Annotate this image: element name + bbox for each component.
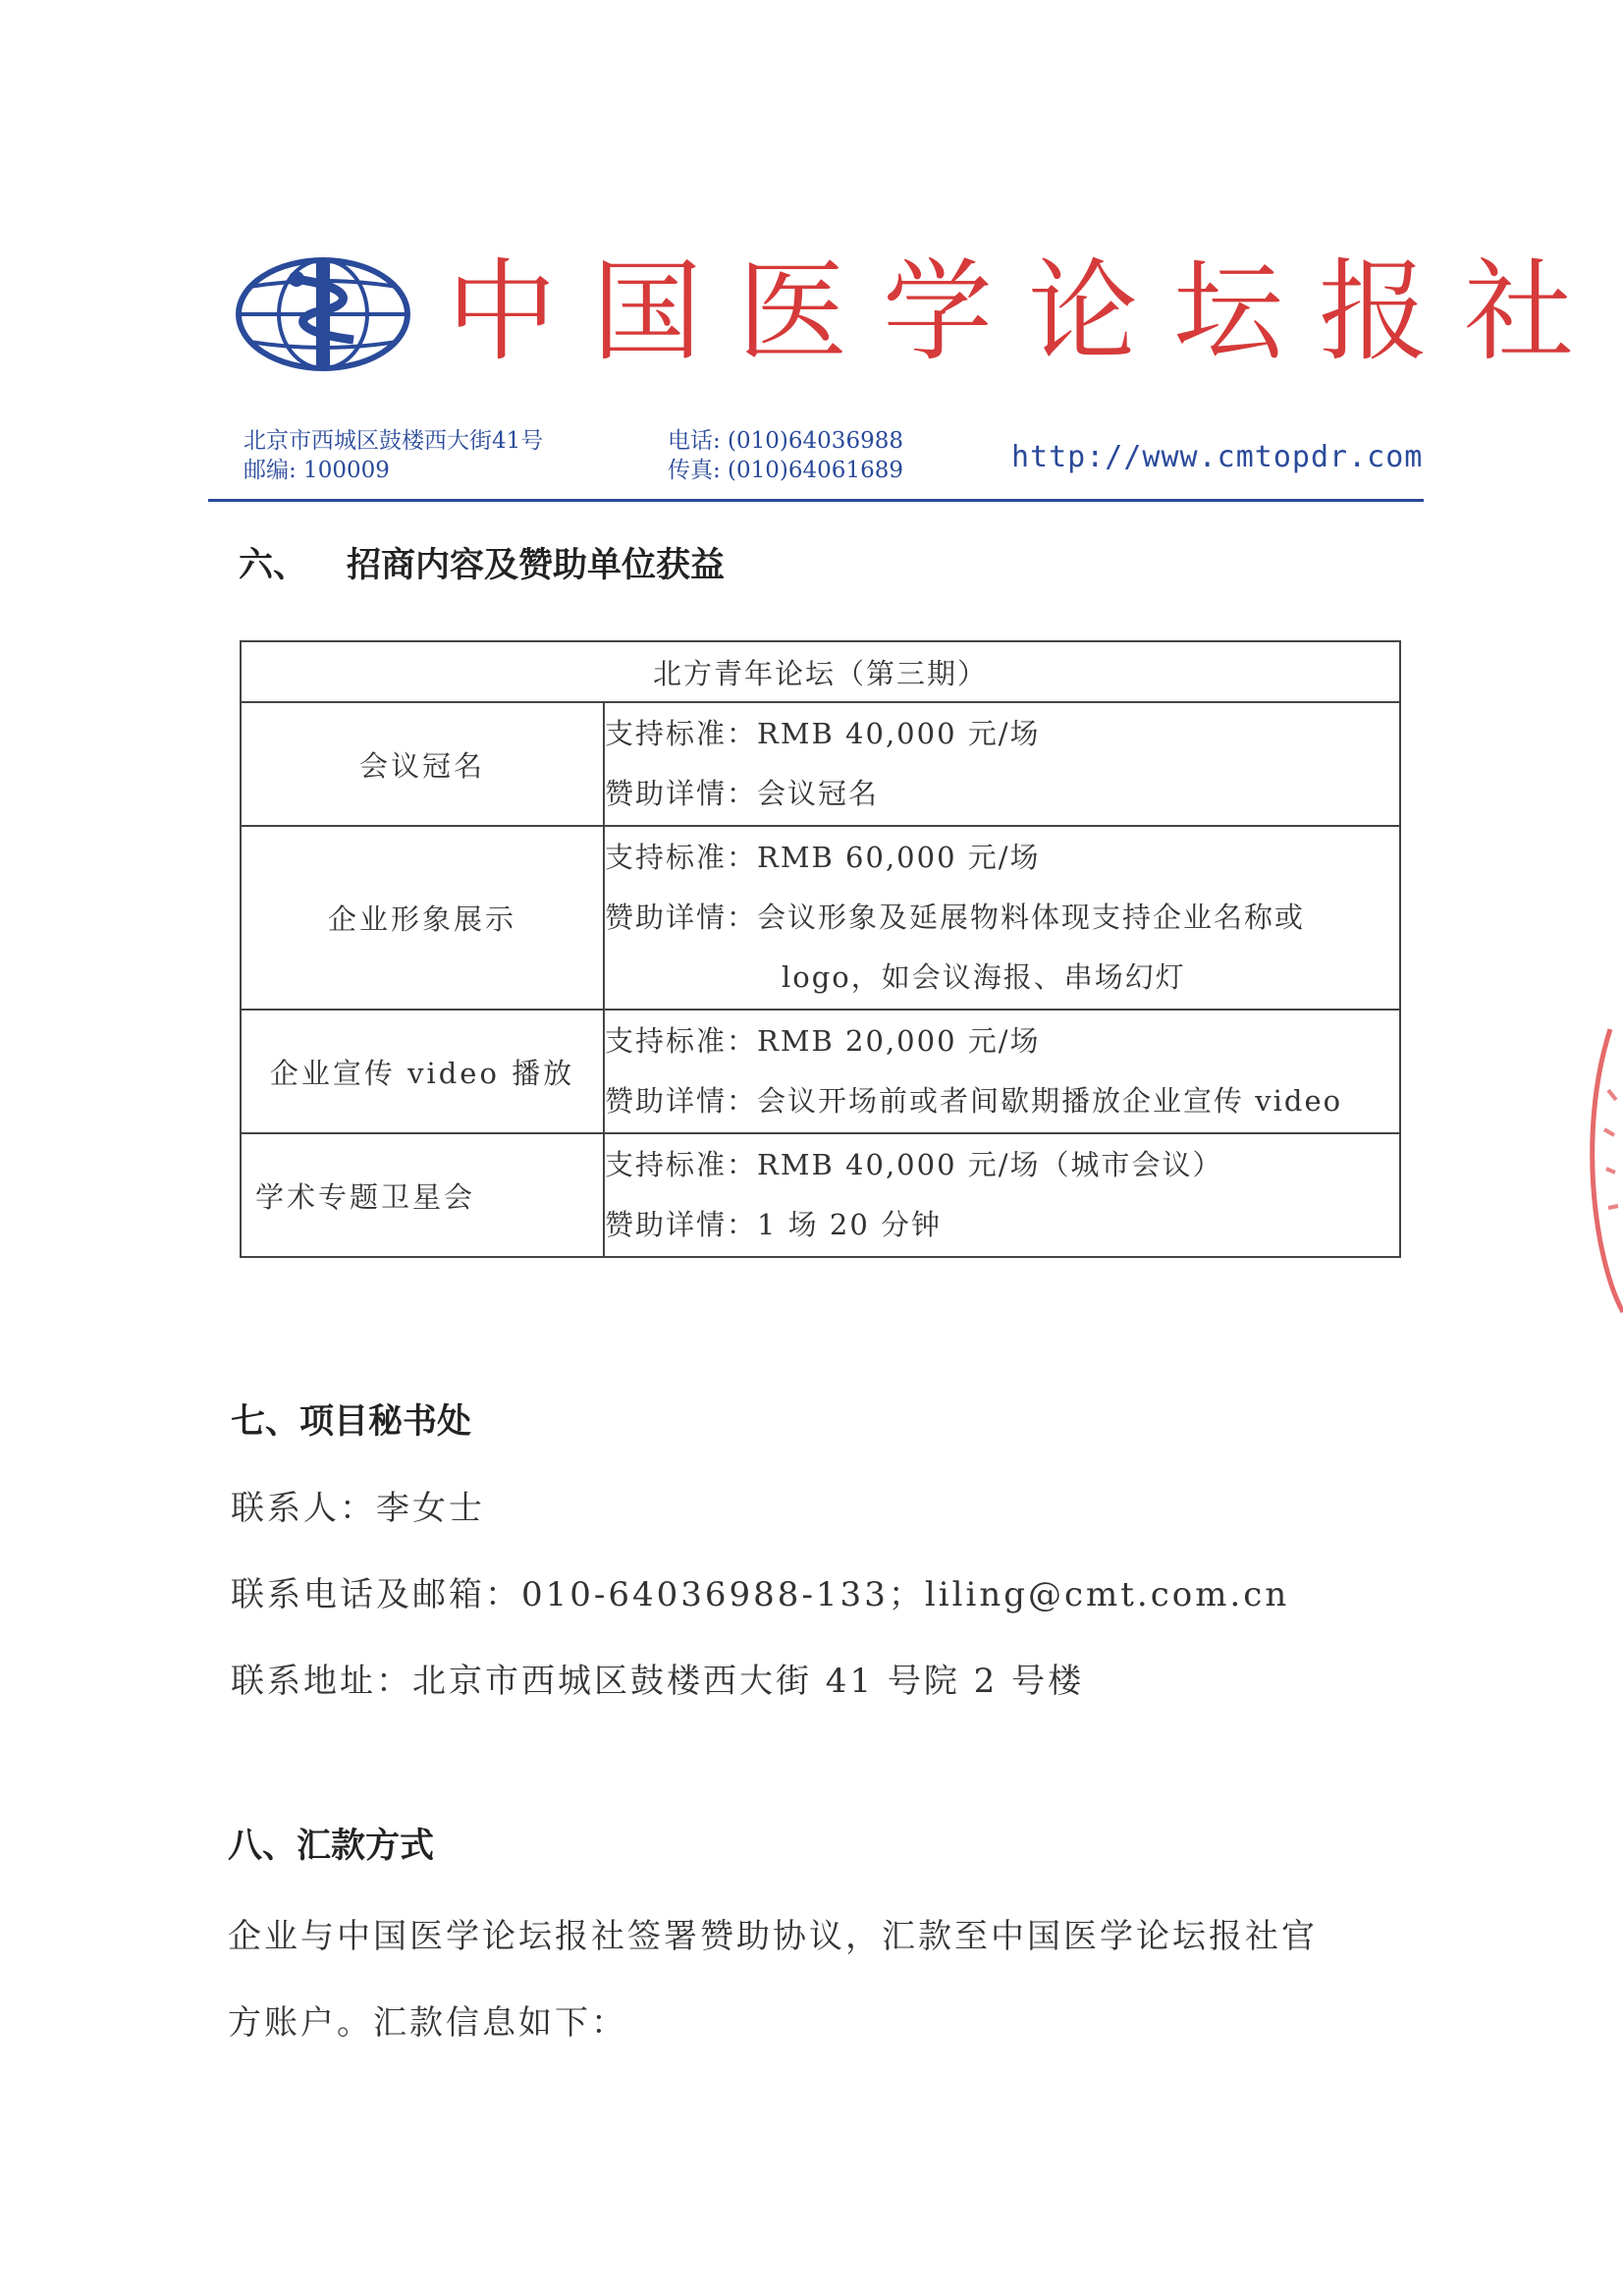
row-details: [604, 826, 1400, 1010]
seal-stamp-icon: [1571, 1021, 1623, 1316]
row-details: [604, 1010, 1400, 1133]
org-name: 中国医学论坛报社: [447, 248, 1609, 376]
row-name: 企业形象展示: [241, 826, 604, 1010]
letterhead-divider: [208, 499, 1424, 502]
sponsorship-table: [240, 640, 1401, 1258]
letterhead-postcode: 邮编: 100009: [243, 458, 390, 483]
section-7-heading: 七、项目秘书处: [231, 1402, 472, 1442]
sponsor-detail: 赞助详情：会议冠名: [605, 777, 880, 810]
table-row: [241, 702, 1400, 826]
globe-logo-icon: [236, 257, 410, 371]
row-name: 企业宣传 video 播放: [241, 1010, 604, 1133]
support-standard: 支持标准：RMB 60,000 元/场: [605, 841, 1041, 874]
sponsor-detail: 赞助详情：1 场 20 分钟: [605, 1208, 943, 1241]
letterhead-website: http://www.cmtopdr.com: [1011, 440, 1424, 474]
row-name: 学术专题卫星会: [241, 1133, 604, 1257]
support-standard: 支持标准：RMB 40,000 元/场（城市会议）: [605, 1148, 1223, 1181]
table-row: [241, 1133, 1400, 1257]
contact-phone-email: 联系电话及邮箱：010-64036988-133；liling@cmt.com.cn: [231, 1575, 1290, 1614]
remittance-text-line-1: 企业与中国医学论坛报社签署赞助协议，汇款至中国医学论坛报社官: [228, 1917, 1318, 1956]
row-details: [604, 702, 1400, 826]
row-name: 会议冠名: [241, 702, 604, 826]
section-6-title: 招商内容及赞助单位获益: [347, 546, 726, 585]
sponsor-detail: 赞助详情：会议开场前或者间歇期播放企业宣传 video: [605, 1084, 1343, 1118]
contact-person: 联系人：李女士: [231, 1489, 485, 1528]
sponsor-detail-continued: logo，如会议海报、串场幻灯: [782, 960, 1186, 994]
remittance-text-line-2: 方账户。汇款信息如下：: [228, 2003, 627, 2043]
letterhead-phone: 电话: (010)64036988: [668, 428, 903, 454]
support-standard: 支持标准：RMB 20,000 元/场: [605, 1024, 1041, 1058]
section-6-number: 六、: [239, 546, 308, 585]
section-6-heading: [239, 538, 725, 587]
letterhead-address: 北京市西城区鼓楼西大街41号: [243, 428, 544, 454]
section-8-heading: 八、汇款方式: [228, 1827, 435, 1866]
table-row: [241, 826, 1400, 1010]
table-title: 北方青年论坛（第三期）: [241, 641, 1400, 702]
letterhead-fax: 传真: (010)64061689: [668, 458, 903, 483]
table-row: [241, 1010, 1400, 1133]
table-title-row: [241, 641, 1400, 702]
contact-address: 联系地址：北京市西城区鼓楼西大街 41 号院 2 号楼: [231, 1662, 1085, 1701]
sponsor-detail: 赞助详情：会议形象及延展物料体现支持企业名称或: [605, 901, 1306, 934]
row-details: [604, 1133, 1400, 1257]
support-standard: 支持标准：RMB 40,000 元/场: [605, 717, 1041, 750]
